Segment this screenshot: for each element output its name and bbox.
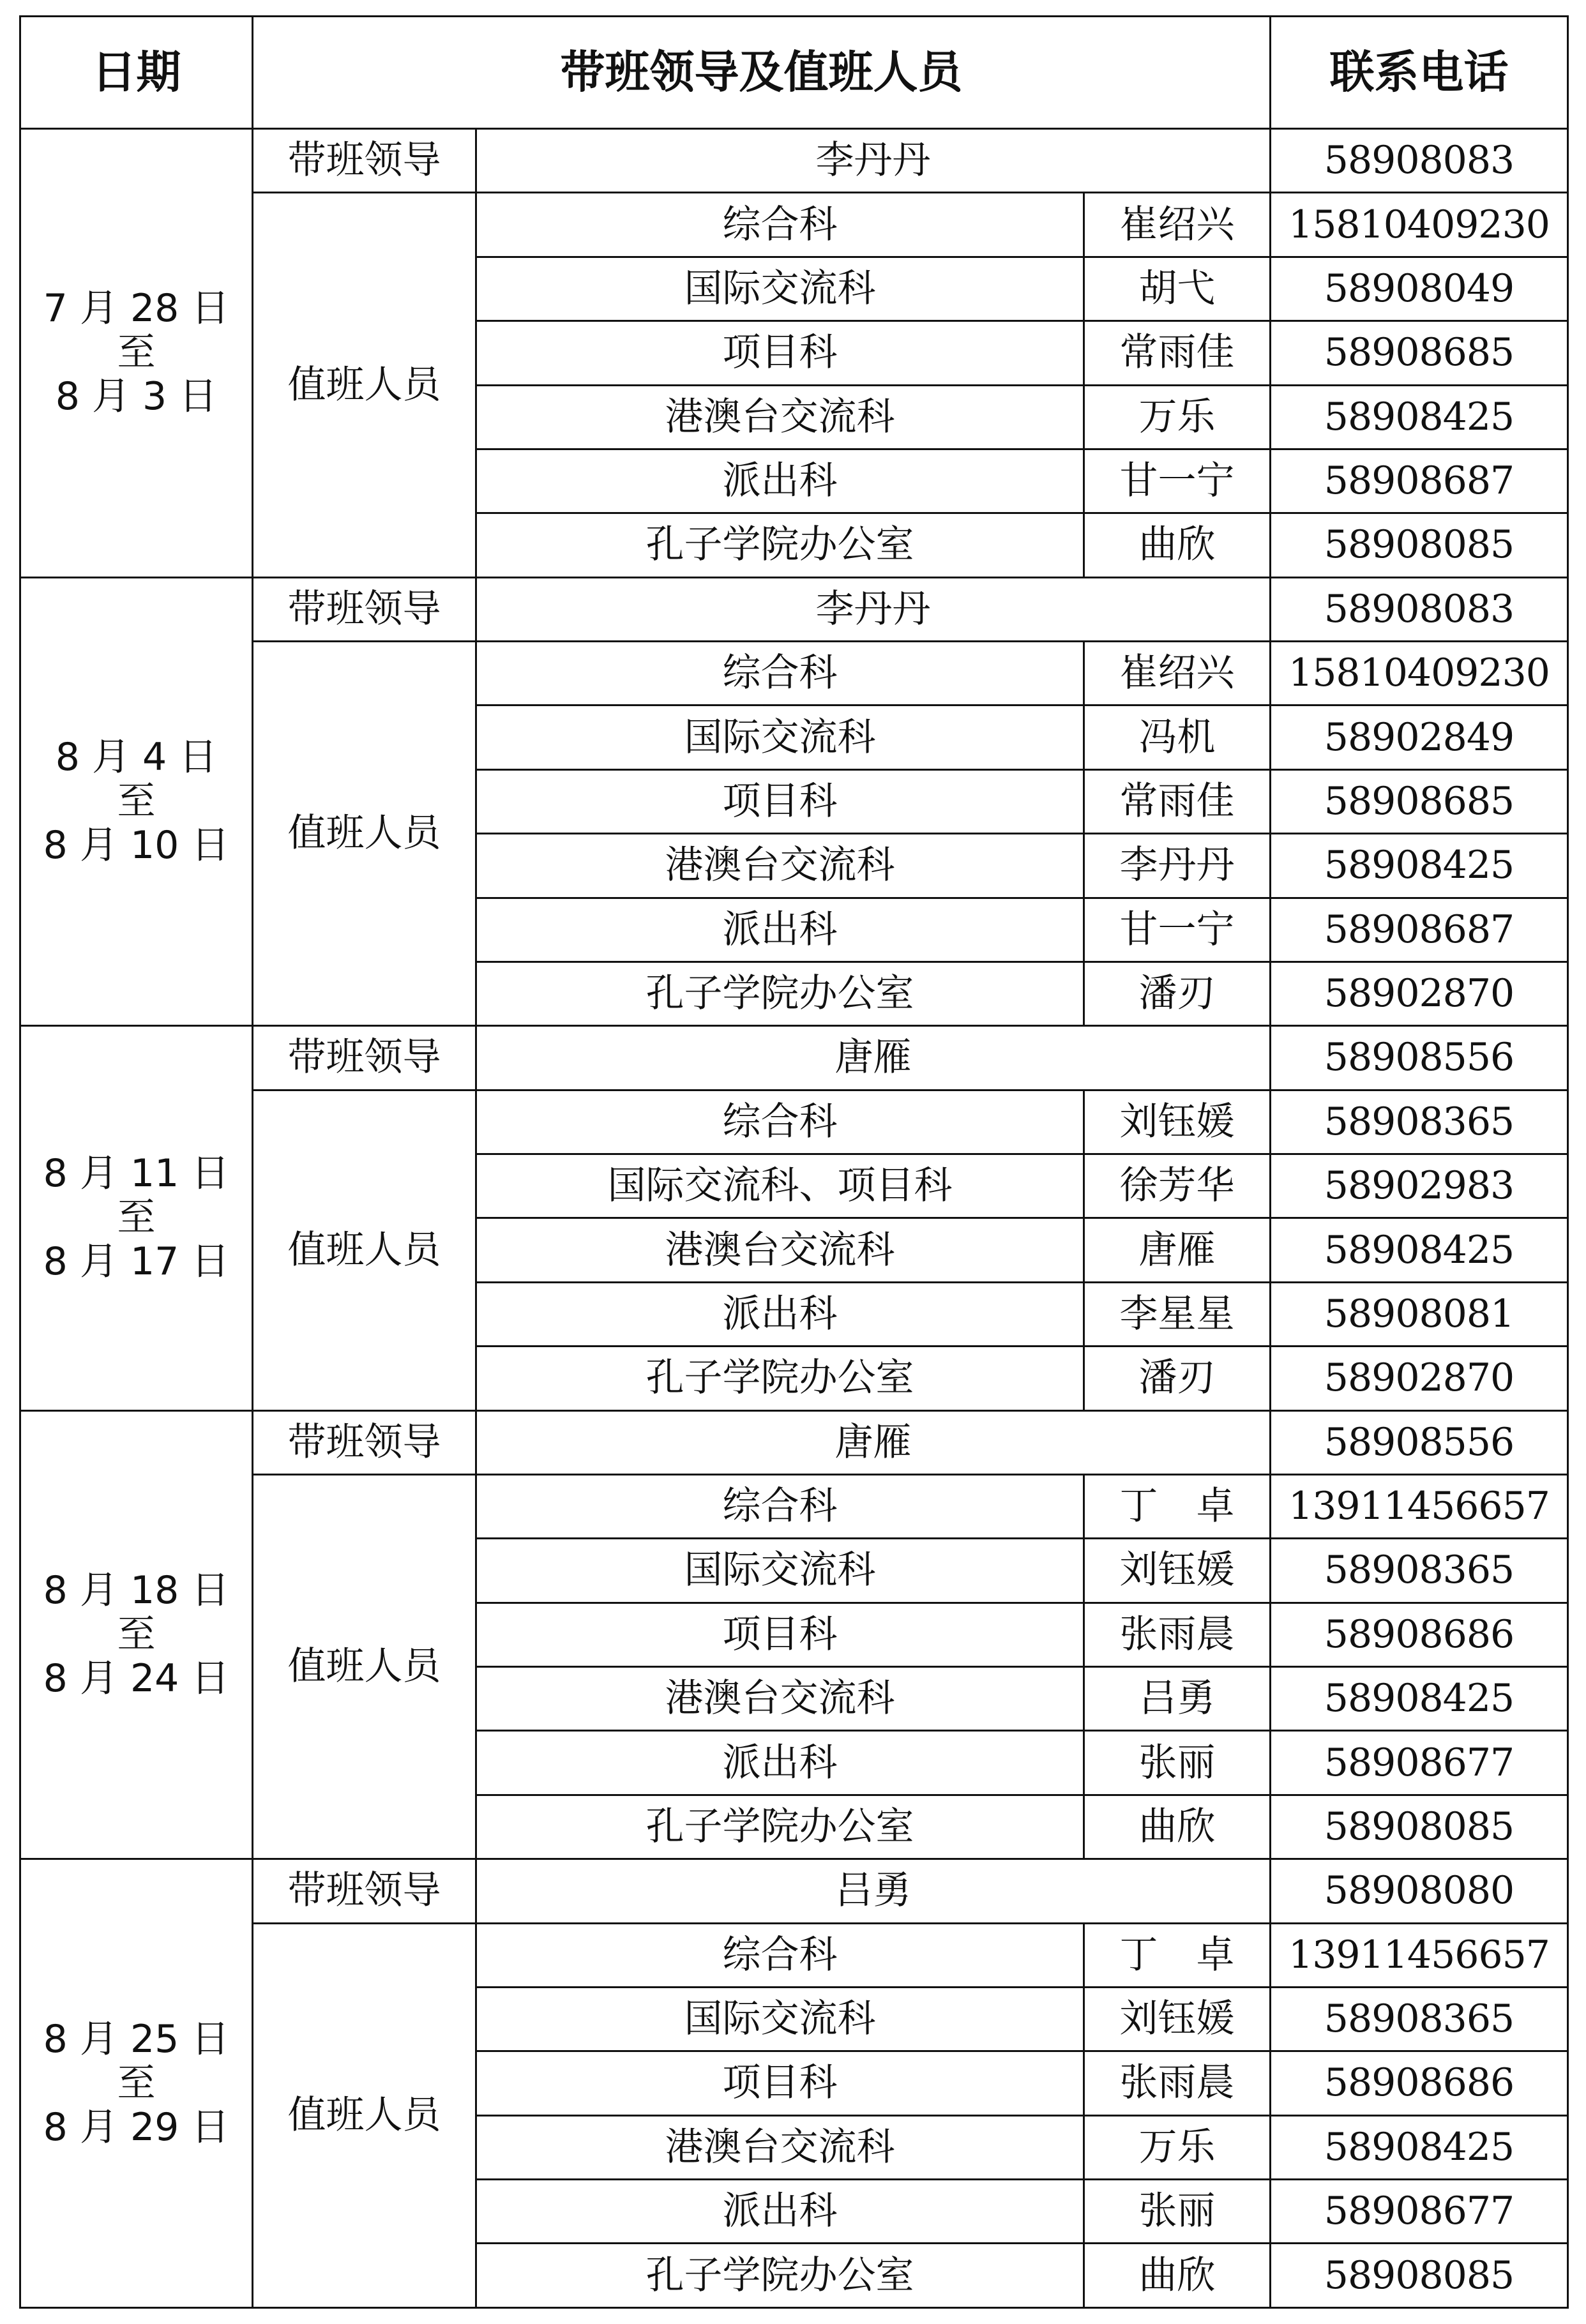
staff-phone: 58908425 [1271,2115,1568,2179]
date-from: 8 月 4 日 [55,734,218,780]
duty-row [20,1923,1568,1987]
staff-name: 曲欣 [1084,513,1271,577]
department: 港澳台交流科 [476,1218,1084,1282]
date-range [20,1859,253,2308]
staff-phone: 58908085 [1271,2244,1568,2308]
staff-phone: 58908365 [1271,1539,1568,1603]
leader-phone: 58908083 [1271,129,1568,193]
department: 孔子学院办公室 [476,1347,1084,1410]
department: 孔子学院办公室 [476,962,1084,1025]
staff-phone: 58908425 [1271,834,1568,898]
date-from: 8 月 18 日 [43,1567,230,1613]
date-to-word: 至 [117,1195,156,1241]
date-to: 8 月 29 日 [43,2104,230,2150]
department: 港澳台交流科 [476,2115,1084,2179]
department: 孔子学院办公室 [476,513,1084,577]
leader-row [20,1410,1568,1474]
staff-name: 冯机 [1084,706,1271,769]
leader-phone: 58908080 [1271,1859,1568,1923]
staff-name: 崔绍兴 [1084,193,1271,257]
header-phone: 联系电话 [1271,17,1568,129]
date-from: 8 月 25 日 [43,2016,230,2062]
leader-name: 吕勇 [476,1859,1271,1923]
staff-phone: 58908685 [1271,769,1568,833]
staff-name: 张雨晨 [1084,2051,1271,2115]
staff-phone: 58908425 [1271,1218,1568,1282]
staff-name: 唐雁 [1084,1218,1271,1282]
leader-name: 李丹丹 [476,129,1271,193]
staff-phone: 58908081 [1271,1282,1568,1346]
staff-name: 张雨晨 [1084,1603,1271,1666]
department: 派出科 [476,898,1084,962]
department: 派出科 [476,1282,1084,1346]
staff-name: 甘一宁 [1084,898,1271,962]
staff-phone: 58908425 [1271,1667,1568,1731]
staff-phone: 58908085 [1271,513,1568,577]
department: 国际交流科 [476,257,1084,321]
duty-row [20,642,1568,706]
staff-phone: 58902870 [1271,1347,1568,1410]
department: 项目科 [476,321,1084,385]
staff-name: 刘钰媛 [1084,1539,1271,1603]
staff-name: 潘刃 [1084,962,1271,1025]
leader-phone: 58908556 [1271,1410,1568,1474]
header-staff: 带班领导及值班人员 [253,17,1271,129]
date-range [20,577,253,1026]
date-range [20,1410,253,1859]
staff-phone: 58908677 [1271,1731,1568,1795]
leader-row [20,1859,1568,1923]
duty-label: 值班人员 [253,1923,476,2308]
leader-name: 唐雁 [476,1410,1271,1474]
staff-phone: 13911456657 [1271,1923,1568,1987]
staff-name: 吕勇 [1084,1667,1271,1731]
staff-phone: 15810409230 [1271,642,1568,706]
staff-phone: 15810409230 [1271,193,1568,257]
department: 港澳台交流科 [476,834,1084,898]
staff-phone: 58908677 [1271,2180,1568,2244]
staff-name: 曲欣 [1084,1795,1271,1859]
staff-phone: 58908365 [1271,1090,1568,1154]
duty-label: 值班人员 [253,1474,476,1859]
staff-phone: 58908049 [1271,257,1568,321]
leader-name: 唐雁 [476,1026,1271,1090]
department: 项目科 [476,2051,1084,2115]
duty-label: 值班人员 [253,193,476,577]
header-date: 日期 [20,17,253,129]
duty-label: 值班人员 [253,1090,476,1410]
staff-name: 丁 卓 [1084,1474,1271,1538]
department: 综合科 [476,1923,1084,1987]
staff-phone: 58908687 [1271,898,1568,962]
department: 派出科 [476,2180,1084,2244]
staff-name: 曲欣 [1084,2244,1271,2308]
department: 国际交流科 [476,1987,1084,2051]
department: 综合科 [476,642,1084,706]
department: 孔子学院办公室 [476,2244,1084,2308]
date-from: 8 月 11 日 [43,1151,230,1196]
staff-name: 张丽 [1084,2180,1271,2244]
staff-name: 张丽 [1084,1731,1271,1795]
date-to-word: 至 [117,778,156,824]
department: 项目科 [476,1603,1084,1666]
staff-name: 李星星 [1084,1282,1271,1346]
duty-label: 值班人员 [253,642,476,1026]
staff-phone: 13911456657 [1271,1474,1568,1538]
duty-row [20,1474,1568,1538]
date-to-word: 至 [117,2060,156,2106]
department: 综合科 [476,193,1084,257]
staff-phone: 58908685 [1271,321,1568,385]
staff-phone: 58908686 [1271,1603,1568,1666]
date-to: 8 月 24 日 [43,1656,230,1701]
duty-row [20,1090,1568,1154]
staff-phone: 58902870 [1271,962,1568,1025]
staff-name: 刘钰媛 [1084,1987,1271,2051]
staff-name: 常雨佳 [1084,321,1271,385]
staff-name: 崔绍兴 [1084,642,1271,706]
date-to-word: 至 [117,330,156,375]
department: 港澳台交流科 [476,385,1084,449]
leader-label: 带班领导 [253,577,476,641]
duty-roster-table [19,15,1569,2309]
staff-name: 李丹丹 [1084,834,1271,898]
staff-phone: 58902983 [1271,1154,1568,1218]
department: 国际交流科、项目科 [476,1154,1084,1218]
date-to: 8 月 3 日 [55,374,218,419]
department: 派出科 [476,449,1084,513]
leader-label: 带班领导 [253,1410,476,1474]
department: 孔子学院办公室 [476,1795,1084,1859]
date-range [20,129,253,578]
leader-label: 带班领导 [253,129,476,193]
staff-phone: 58908365 [1271,1987,1568,2051]
staff-name: 常雨佳 [1084,769,1271,833]
staff-name: 万乐 [1084,385,1271,449]
staff-phone: 58902849 [1271,706,1568,769]
date-to: 8 月 17 日 [43,1239,230,1285]
leader-label: 带班领导 [253,1026,476,1090]
department: 国际交流科 [476,1539,1084,1603]
leader-phone: 58908083 [1271,577,1568,641]
date-to-word: 至 [117,1611,156,1657]
staff-phone: 58908687 [1271,449,1568,513]
staff-name: 丁 卓 [1084,1923,1271,1987]
staff-name: 甘一宁 [1084,449,1271,513]
department: 综合科 [476,1090,1084,1154]
staff-name: 徐芳华 [1084,1154,1271,1218]
department: 综合科 [476,1474,1084,1538]
duty-row [20,193,1568,257]
leader-row [20,1026,1568,1090]
date-range [20,1026,253,1410]
department: 项目科 [476,769,1084,833]
date-to: 8 月 10 日 [43,822,230,868]
department: 港澳台交流科 [476,1667,1084,1731]
staff-phone: 58908085 [1271,1795,1568,1859]
leader-name: 李丹丹 [476,577,1271,641]
date-from: 7 月 28 日 [43,286,230,331]
leader-row [20,129,1568,193]
leader-row [20,577,1568,641]
department: 派出科 [476,1731,1084,1795]
department: 国际交流科 [476,706,1084,769]
leader-label: 带班领导 [253,1859,476,1923]
staff-name: 刘钰媛 [1084,1090,1271,1154]
staff-phone: 58908686 [1271,2051,1568,2115]
staff-name: 万乐 [1084,2115,1271,2179]
staff-name: 潘刃 [1084,1347,1271,1410]
leader-phone: 58908556 [1271,1026,1568,1090]
header-row [20,17,1568,129]
staff-phone: 58908425 [1271,385,1568,449]
staff-name: 胡弋 [1084,257,1271,321]
roster-body [20,129,1568,2308]
